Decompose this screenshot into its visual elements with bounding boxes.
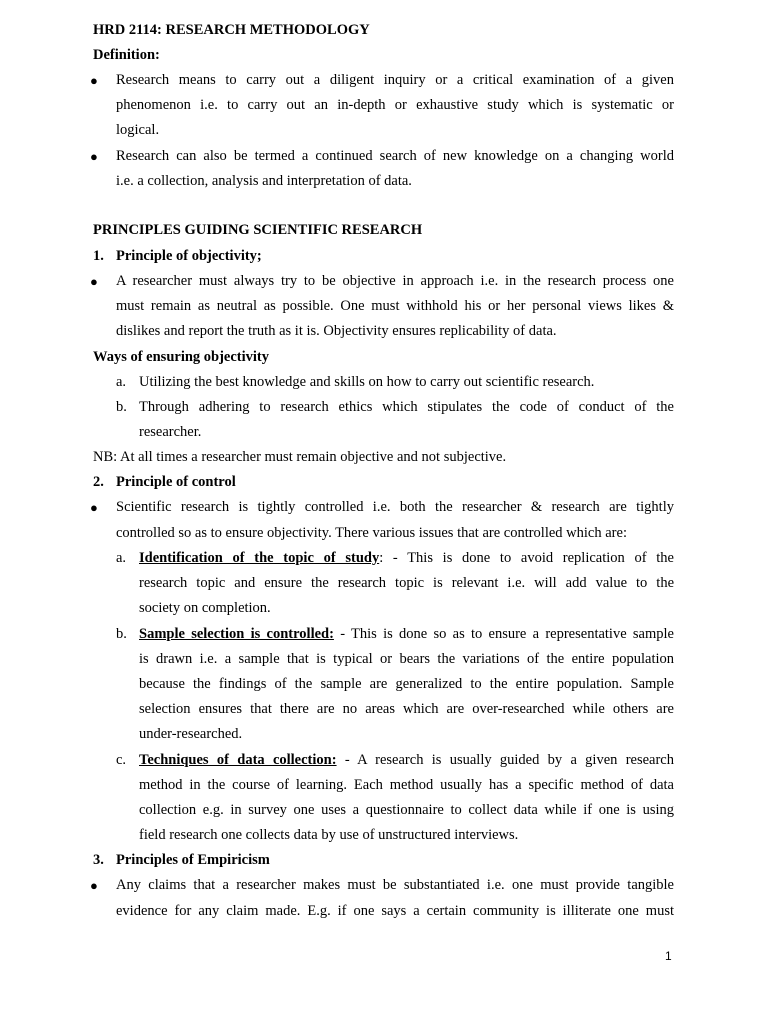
paragraph-line: must remain as neutral as possible. One must withhold his or her personal views likes & <box>116 298 674 314</box>
principle-heading: Principle of objectivity; <box>116 248 262 264</box>
paragraph-line: Research means to carry out a diligent inquiry or a critical examination of a given <box>116 72 674 88</box>
page-number: 1 <box>665 949 672 963</box>
list-number: 1. <box>93 248 104 264</box>
bullet-icon: ● <box>90 500 98 515</box>
paragraph-line: researcher. <box>139 424 202 440</box>
paragraph-line <box>139 622 674 647</box>
document-title: HRD 2114: RESEARCH METHODOLOGY <box>93 22 370 38</box>
list-marker: b. <box>116 626 127 642</box>
paragraph-line: i.e. a collection, analysis and interpretation of data. <box>116 173 412 189</box>
list-number: 2. <box>93 474 104 490</box>
paragraph-line <box>139 748 674 773</box>
section-heading: PRINCIPLES GUIDING SCIENTIFIC RESEARCH <box>93 222 423 238</box>
paragraph-line: Any claims that a researcher makes must be substantiated i.e. one must provide tangible <box>116 877 674 893</box>
term-description: - This is done so as to ensure a representative sample <box>333 626 674 642</box>
list-number: 3. <box>93 852 104 868</box>
definition-heading: Definition: <box>93 47 160 63</box>
paragraph-line: controlled so as to ensure objectivity. There various issues that are controlled which are: <box>116 525 627 541</box>
term-description: : - This is done to avoid replication of the <box>379 550 674 566</box>
list-marker: b. <box>116 399 127 415</box>
paragraph-line: field research one collects data by use of unstructured interviews. <box>139 827 519 843</box>
principle-heading: Principles of Empiricism <box>116 852 270 868</box>
bullet-icon: ● <box>90 274 98 289</box>
paragraph-line: A researcher must always try to be objective in approach i.e. in the research process one <box>116 273 674 289</box>
paragraph-line: dislikes and report the truth as it is. Objectivity ensures replicability of data. <box>116 323 557 339</box>
paragraph-line: society on completion. <box>139 600 271 616</box>
list-marker: a. <box>116 550 127 566</box>
paragraph-line: evidence for any claim made. E.g. if one says a certain community is illiterate one must <box>116 903 674 919</box>
paragraph-line: phenomenon i.e. to carry out an in-depth or exhaustive study which is systematic or <box>116 97 674 113</box>
bullet-icon: ● <box>90 878 98 893</box>
paragraph-line: logical. <box>116 122 160 138</box>
nb-note: NB: At all times a researcher must remain objective and not subjective. <box>93 449 507 465</box>
paragraph-line: because the findings of the sample are generalized to the entire population. Sample <box>139 676 674 692</box>
paragraph-line: Scientific research is tightly controlled i.e. both the researcher & research are tightly <box>116 499 674 515</box>
term-label: Techniques of data collection: <box>139 752 337 768</box>
bullet-icon: ● <box>90 73 98 88</box>
subsection-heading: Ways of ensuring objectivity <box>93 349 270 365</box>
term-label: Sample selection is controlled: <box>139 626 334 642</box>
paragraph-line: research topic and ensure the research topic is relevant i.e. will add value to the <box>139 575 674 591</box>
paragraph-line: Research can also be termed a continued search of new knowledge on a changing world <box>116 148 674 164</box>
paragraph-line <box>139 546 674 571</box>
paragraph-line: Utilizing the best knowledge and skills on how to carry out scientific research. <box>139 374 595 390</box>
bullet-icon: ● <box>90 149 98 164</box>
principle-heading: Principle of control <box>116 474 236 490</box>
list-marker: c. <box>116 752 127 768</box>
term-description: - A research is usually guided by a given research <box>336 752 674 768</box>
paragraph-line: method in the course of learning. Each method usually has a specific method of data <box>139 777 674 793</box>
paragraph-line: collection e.g. in survey one uses a questionnaire to collect data while if one is using <box>139 802 674 818</box>
paragraph-line: Through adhering to research ethics which stipulates the code of conduct of the <box>139 399 674 415</box>
term-label: Identification of the topic of study <box>139 550 380 566</box>
paragraph-line: under-researched. <box>139 726 243 742</box>
paragraph-line: selection ensures that there are no areas which are over-researched while others are <box>139 701 674 717</box>
paragraph-line: is drawn i.e. a sample that is typical or bears the variations of the entire population <box>139 651 674 667</box>
list-marker: a. <box>116 374 127 390</box>
